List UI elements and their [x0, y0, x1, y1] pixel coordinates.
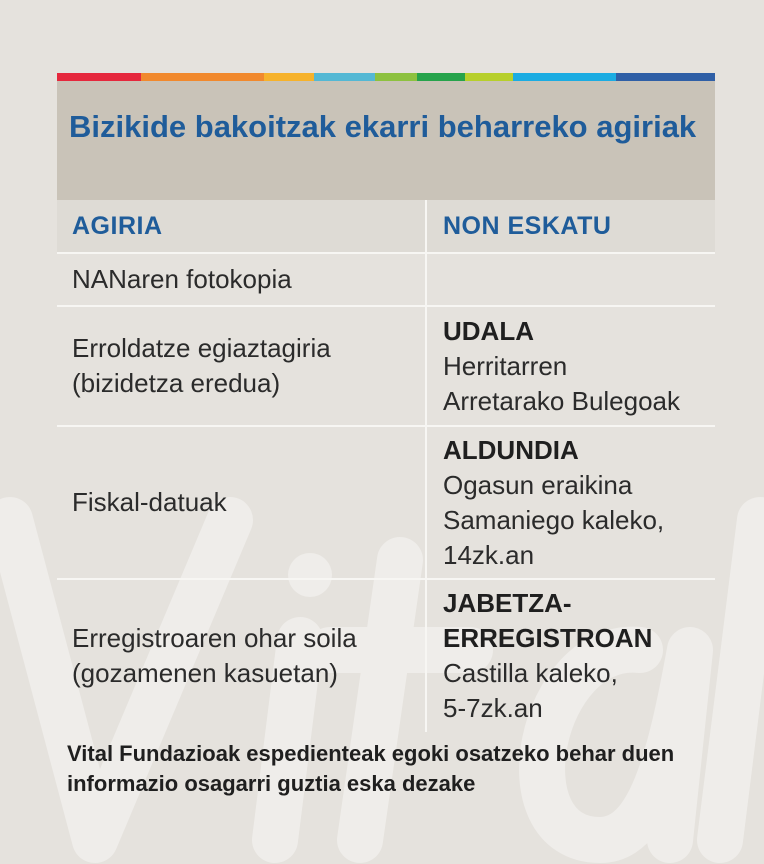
document-cell [57, 307, 427, 425]
office-detail: 5-7zk.an [443, 693, 543, 723]
stripe-blue [616, 73, 715, 81]
table-row [57, 427, 715, 580]
document-name: Erroldatze egiaztagiria [72, 333, 331, 363]
office-detail: Ogasun eraikina [443, 469, 633, 500]
office-detail: Arretarako Bulegoak [443, 385, 681, 416]
footer-note: Vital Fundazioak espedienteak egoki osatzeko behar duen informazio osagarri guztia eska dezake [67, 741, 675, 796]
organization-name: UDALA [443, 315, 534, 346]
stripe-lime [465, 73, 513, 81]
office-detail: Samaniego kaleko, [443, 504, 665, 535]
title-band [57, 81, 715, 200]
stripe-light-blue [314, 73, 375, 81]
where-cell [427, 307, 715, 425]
document-cell [57, 580, 427, 732]
document-cell [57, 427, 427, 578]
stripe-orange [141, 73, 264, 81]
color-stripe [57, 73, 715, 81]
office-detail: 14zk.an [443, 539, 535, 570]
organization-name: ERREGISTROAN [443, 623, 653, 653]
document-note: (gozamenen kasuetan) [72, 658, 338, 688]
documents-card [57, 73, 715, 732]
table-row [57, 307, 715, 427]
table-header-row [57, 200, 715, 254]
where-cell [427, 580, 715, 732]
document-note: (bizidetza eredua) [72, 368, 281, 398]
document-cell [57, 254, 427, 305]
documents-table [57, 200, 715, 732]
where-cell [427, 427, 715, 578]
page-title: Bizikide bakoitzak ekarri beharreko agiriak [69, 109, 697, 144]
column-header-where: NON ESKATU [443, 211, 612, 240]
table-row [57, 580, 715, 732]
office-detail: Castilla kaleko, [443, 658, 618, 688]
stripe-green [417, 73, 465, 81]
column-header-document: AGIRIA [57, 200, 427, 252]
document-name: Fiskal-datuak [72, 487, 227, 517]
stripe-yellow [264, 73, 314, 81]
stripe-red [57, 73, 141, 81]
where-cell [427, 254, 715, 305]
document-name: NANaren fotokopia [72, 264, 292, 294]
table-row [57, 254, 715, 307]
organization-name: JABETZA- [443, 588, 572, 618]
stripe-light-green [375, 73, 417, 81]
document-name: Erregistroaren ohar soila [72, 623, 357, 653]
stripe-cyan [513, 73, 616, 81]
office-detail: Herritarren [443, 350, 568, 381]
organization-name: ALDUNDIA [443, 434, 579, 465]
